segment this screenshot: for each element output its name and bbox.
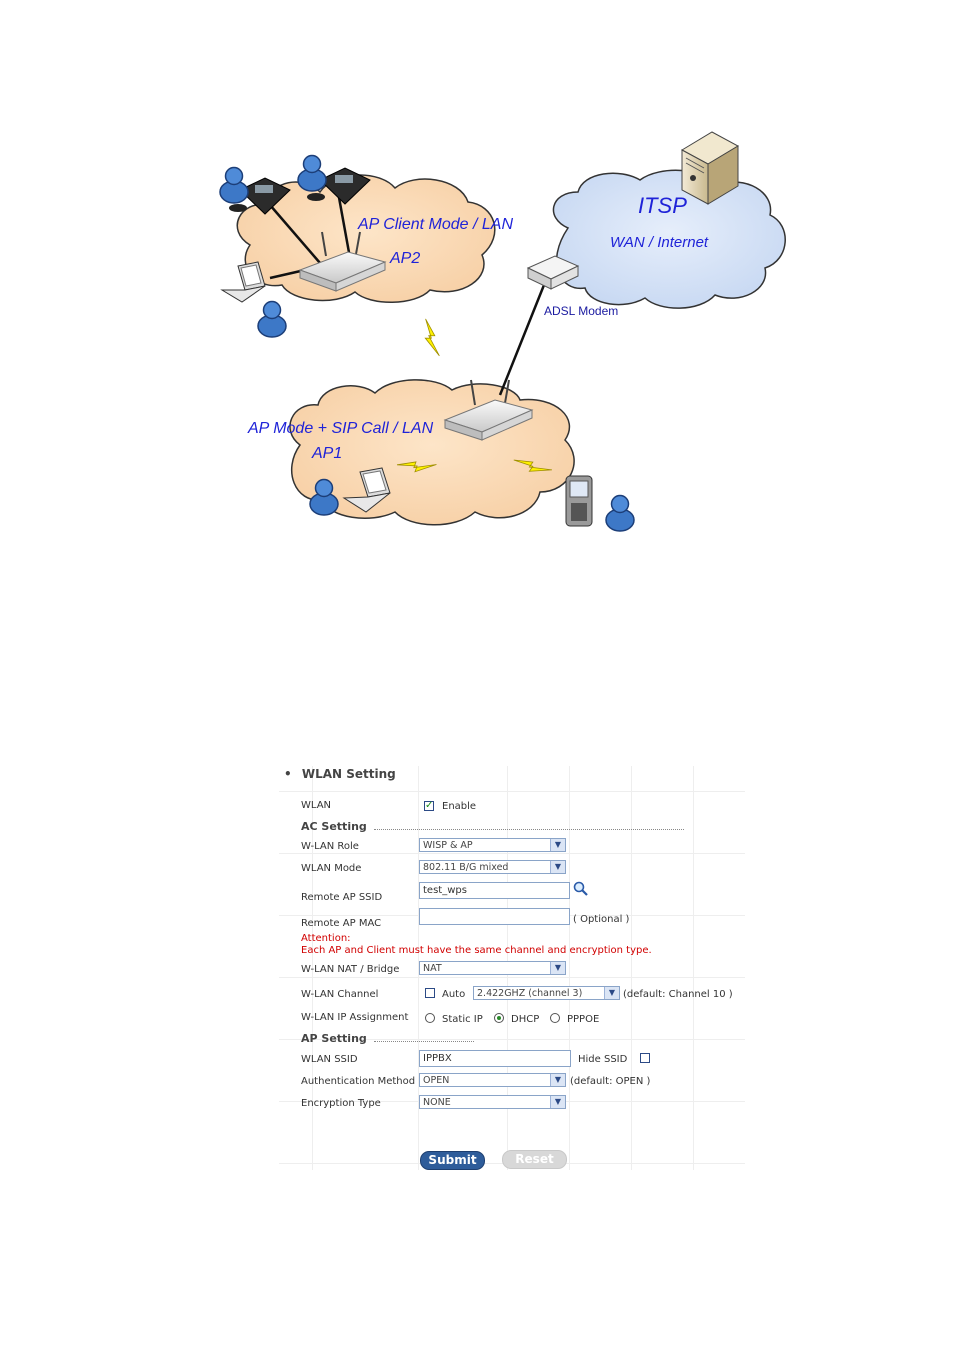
auth-method-label: Authentication Method (301, 1076, 416, 1087)
channel-value: 2.422GHZ (channel 3) (477, 988, 583, 999)
user-icon (298, 156, 326, 192)
wlan-mode-label: WLAN Mode (301, 863, 362, 874)
chevron-down-icon: ▼ (550, 1096, 565, 1108)
user-icon (220, 168, 248, 204)
wlan-role-select[interactable] (419, 838, 566, 852)
reset-button[interactable]: Reset (502, 1150, 567, 1169)
auth-method-value: OPEN (423, 1075, 450, 1086)
ip-assignment-label: W-LAN IP Assignment (301, 1012, 409, 1023)
attention-title: Attention: (301, 933, 351, 944)
static-ip-radio[interactable] (425, 1013, 435, 1023)
attention-text: Each AP and Client must have the same channel and encryption type. (301, 945, 652, 956)
nat-bridge-select[interactable] (419, 961, 566, 975)
encryption-type-label: Encryption Type (301, 1098, 381, 1109)
auth-default-note: (default: OPEN ) (570, 1076, 651, 1087)
pppoe-radio[interactable] (550, 1013, 560, 1023)
remote-ssid-input[interactable]: test_wps (419, 882, 570, 899)
wlan-ssid-label: WLAN SSID (301, 1054, 358, 1065)
remote-mac-input[interactable] (419, 908, 570, 925)
wlan-setting-panel (279, 760, 745, 1170)
ap-mode-label: AP Mode + SIP Call / LAN (248, 420, 434, 437)
wlan-label: WLAN (301, 800, 332, 811)
wlan-role-value: WISP & AP (423, 840, 473, 851)
ap2-label: AP2 (390, 250, 421, 267)
mobile-phone-icon (566, 476, 592, 526)
user-icon (606, 496, 634, 532)
submit-button[interactable]: Submit (420, 1151, 485, 1170)
chevron-down-icon: ▼ (550, 1074, 565, 1086)
ac-setting-heading: AC Setting (301, 820, 367, 833)
client-mode-label: AP Client Mode / LAN (358, 216, 514, 233)
dhcp-radio[interactable] (494, 1013, 504, 1023)
chevron-down-icon: ▼ (550, 962, 565, 974)
chevron-down-icon: ▼ (550, 839, 565, 851)
enable-label: Enable (442, 801, 477, 812)
search-icon[interactable] (573, 881, 589, 897)
nat-bridge-value: NAT (423, 963, 442, 974)
wlan-ssid-input[interactable]: IPPBX (419, 1050, 571, 1067)
remote-mac-label: Remote AP MAC (301, 918, 382, 929)
wlan-mode-select[interactable] (419, 860, 566, 874)
auto-channel-checkbox[interactable] (425, 988, 435, 998)
hide-ssid-checkbox[interactable] (640, 1053, 650, 1063)
channel-default-note: (default: Channel 10 ) (623, 989, 733, 1000)
wan-label: WAN / Internet (610, 234, 709, 251)
channel-select[interactable] (473, 986, 620, 1000)
wlan-enable-checkbox[interactable]: ✓ (425, 800, 434, 811)
encryption-type-value: NONE (423, 1097, 451, 1108)
remote-ssid-label: Remote AP SSID (301, 892, 383, 903)
wlan-role-label: W-LAN Role (301, 841, 359, 852)
wireless-link-icon (420, 319, 446, 356)
laptop-icon (222, 262, 265, 302)
wlan-mode-value: 802.11 B/G mixed (423, 862, 509, 873)
ap-setting-heading: AP Setting (301, 1032, 367, 1045)
itsp-label: ITSP (638, 193, 687, 218)
adsl-modem-label: ADSL Modem (544, 304, 619, 318)
ap1-label: AP1 (312, 445, 343, 462)
network-diagram (0, 0, 954, 560)
bullet-icon: • (284, 767, 292, 781)
user-icon (258, 302, 286, 338)
encryption-type-select[interactable] (419, 1095, 566, 1109)
channel-label: W-LAN Channel (301, 989, 379, 1000)
section-divider (374, 1041, 474, 1042)
auth-method-select[interactable] (419, 1073, 566, 1087)
hide-ssid-label: Hide SSID (578, 1054, 628, 1065)
auto-label: Auto (442, 989, 466, 1000)
panel-title: • WLAN Setting (284, 767, 396, 781)
section-divider (374, 829, 684, 830)
chevron-down-icon: ▼ (604, 987, 619, 999)
optional-note: ( Optional ) (573, 914, 630, 925)
nat-bridge-label: W-LAN NAT / Bridge (301, 964, 400, 975)
chevron-down-icon: ▼ (550, 861, 565, 873)
dhcp-label: DHCP (511, 1014, 540, 1025)
static-ip-label: Static IP (442, 1014, 483, 1025)
pppoe-label: PPPOE (567, 1014, 600, 1025)
